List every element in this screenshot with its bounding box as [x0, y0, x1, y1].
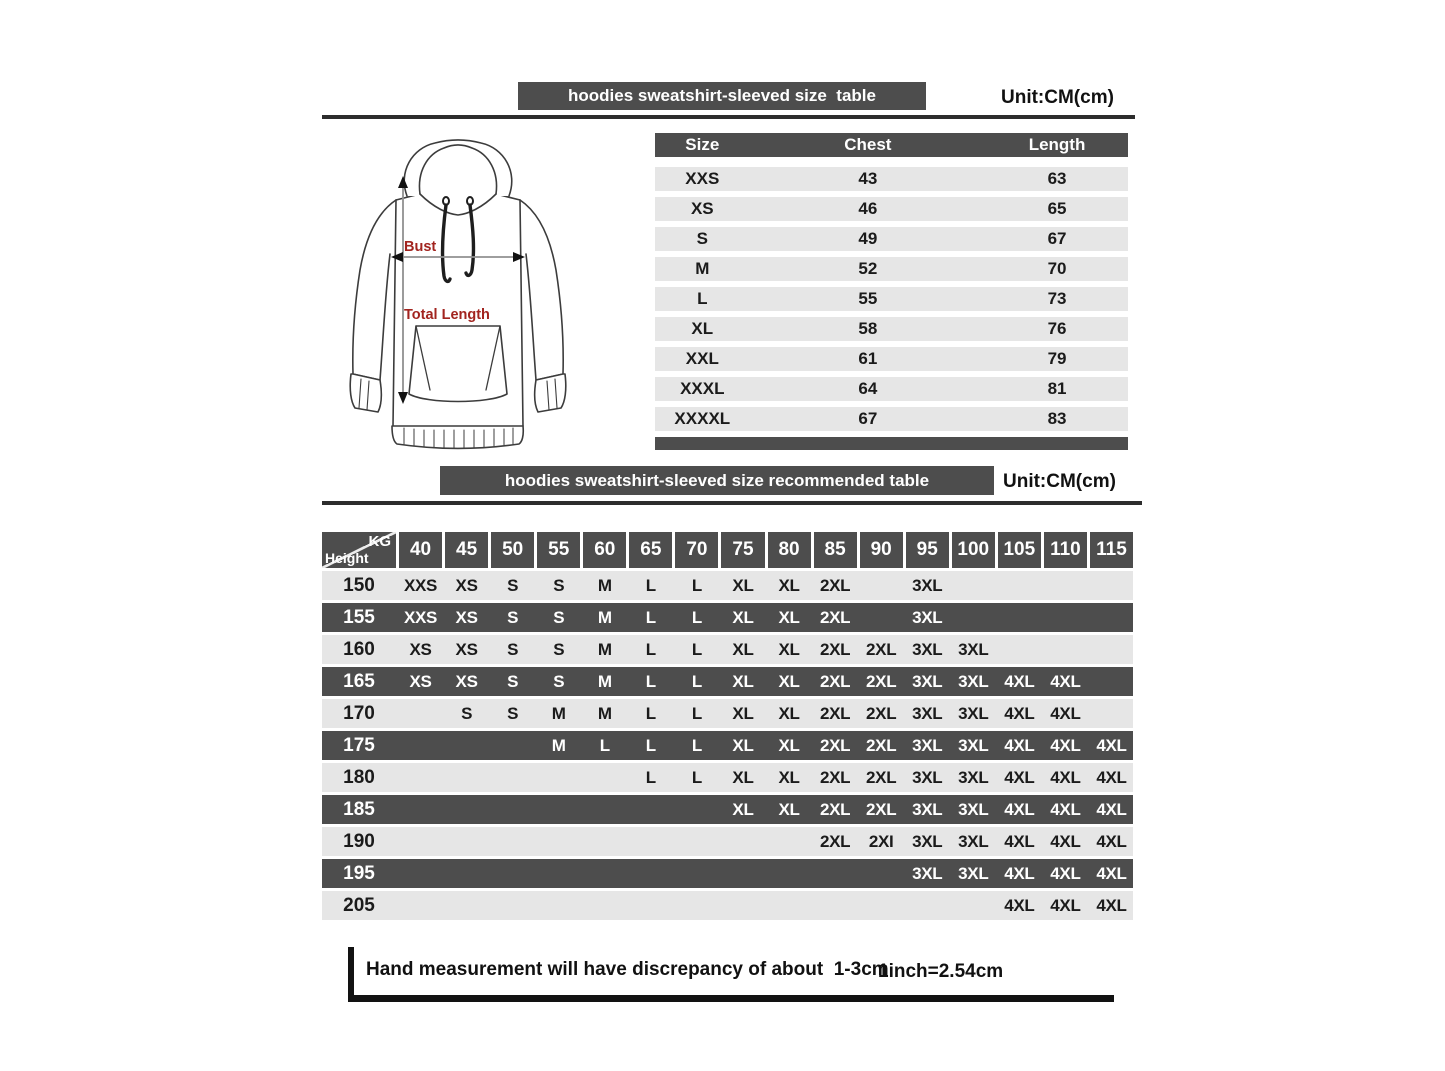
height-label-cell: 185 — [343, 798, 375, 820]
top-divider-line — [322, 115, 1135, 119]
matrix-size-cell: 4XL — [1050, 735, 1081, 755]
size-table-cell: 81 — [1047, 379, 1067, 398]
matrix-size-cell: XL — [732, 799, 754, 819]
matrix-size-cell: 3XL — [912, 799, 943, 819]
matrix-size-cell: 4XL — [1004, 799, 1035, 819]
matrix-size-cell: 3XL — [912, 607, 943, 627]
matrix-size-cell: XXS — [403, 575, 438, 595]
matrix-size-cell: 2XL — [866, 767, 897, 787]
matrix-size-cell: XS — [455, 607, 478, 627]
size-table-footer-bar — [655, 437, 1128, 450]
matrix-size-cell: L — [645, 703, 656, 723]
size-table-cell: 67 — [858, 409, 878, 428]
size-table-cell: 64 — [858, 379, 878, 398]
size-table-cell: XXXXL — [674, 409, 731, 428]
measurement-note: Hand measurement will have discrepancy of about 1-3cm — [366, 959, 889, 980]
matrix-size-cell: XS — [455, 639, 478, 659]
matrix-body — [322, 571, 1133, 920]
matrix-size-cell: L — [691, 607, 702, 627]
matrix-size-cell: 2XL — [819, 799, 851, 819]
size-table-body — [655, 167, 1128, 431]
matrix-size-cell: L — [645, 767, 656, 787]
matrix-size-cell: L — [645, 607, 656, 627]
weight-header-cell: 105 — [998, 532, 1041, 568]
matrix-size-cell: S — [507, 607, 519, 627]
matrix-size-cell: 3XL — [958, 671, 989, 691]
matrix-size-cell: 4XL — [1050, 799, 1081, 819]
matrix-row — [322, 859, 1133, 888]
matrix-size-cell: M — [597, 703, 612, 723]
matrix-row — [322, 795, 1133, 824]
weight-header-cell: 45 — [445, 532, 488, 568]
size-table-cell: XXS — [685, 169, 720, 188]
matrix-size-cell: 3XL — [958, 863, 989, 883]
matrix-size-cell: 2XL — [819, 703, 851, 723]
matrix-size-cell: 4XL — [1096, 799, 1127, 819]
size-table-cell: 76 — [1047, 319, 1067, 338]
size-table-cell: XXXL — [680, 379, 725, 398]
weight-header-cell: 60 — [583, 532, 626, 568]
size-table-row — [655, 317, 1128, 341]
matrix-size-cell: M — [551, 735, 566, 755]
height-corner-label: Height — [325, 550, 369, 566]
matrix-size-cell: 3XL — [912, 863, 943, 883]
matrix-size-cell: 3XL — [912, 671, 943, 691]
matrix-size-cell: L — [599, 735, 610, 755]
matrix-size-cell: 3XL — [958, 799, 989, 819]
weight-header-cell: 110 — [1044, 532, 1087, 568]
matrix-row — [322, 763, 1133, 792]
weight-header-cell: 95 — [906, 532, 949, 568]
height-label-cell: 175 — [343, 734, 375, 756]
size-table-cell: 79 — [1047, 349, 1067, 368]
weight-header-cell: 100 — [952, 532, 995, 568]
matrix-size-cell: M — [597, 639, 612, 659]
matrix-size-cell: 4XL — [1050, 895, 1081, 915]
matrix-row — [322, 571, 1133, 600]
size-table-cell: 43 — [858, 169, 878, 188]
matrix-size-cell: XL — [778, 607, 800, 627]
kg-corner-label: KG — [368, 533, 391, 550]
size-table-cell: 46 — [858, 199, 878, 218]
size-table-cell: 52 — [858, 259, 878, 278]
size-table-cell: 49 — [858, 229, 878, 248]
matrix-size-cell: 4XL — [1004, 863, 1035, 883]
matrix-size-cell: 4XL — [1096, 735, 1127, 755]
matrix-size-cell: 3XL — [958, 703, 989, 723]
size-table-row — [655, 167, 1128, 191]
size-table-cell: 73 — [1047, 289, 1067, 308]
matrix-size-cell: S — [553, 607, 565, 627]
size-table-title: hoodies sweatshirt-sleeved size table — [567, 86, 876, 105]
matrix-size-cell: 2XL — [866, 735, 897, 755]
height-label-cell: 195 — [343, 862, 375, 884]
matrix-size-cell: 4XL — [1050, 767, 1081, 787]
weight-header-cell: 75 — [721, 532, 764, 568]
matrix-size-cell: 4XL — [1050, 703, 1081, 723]
matrix-size-cell: S — [507, 639, 519, 659]
matrix-size-cell: 2XL — [819, 607, 851, 627]
weight-header-cell: 40 — [399, 532, 442, 568]
matrix-size-cell: L — [645, 735, 656, 755]
matrix-size-cell: 3XL — [958, 735, 989, 755]
matrix-row — [322, 603, 1133, 632]
weight-header-cell: 70 — [675, 532, 718, 568]
weight-header-cell: 85 — [814, 532, 857, 568]
matrix-size-cell: 3XL — [912, 575, 943, 595]
matrix-size-cell: 4XL — [1004, 703, 1035, 723]
matrix-size-cell: 4XL — [1096, 831, 1127, 851]
recommend-table-title: hoodies sweatshirt-sleeved size recommended table — [504, 470, 930, 490]
matrix-row — [322, 667, 1133, 696]
size-table-row — [655, 257, 1128, 281]
size-table-row — [655, 347, 1128, 371]
matrix-size-cell: S — [553, 575, 565, 595]
size-table-cell: 58 — [858, 319, 878, 338]
size-table-row — [655, 407, 1128, 431]
weight-header-cell: 65 — [629, 532, 672, 568]
size-table-cell: XL — [691, 319, 714, 338]
matrix-size-cell: 2XL — [819, 639, 851, 659]
matrix-size-cell: XL — [778, 703, 800, 723]
matrix-size-cell: M — [551, 703, 566, 723]
matrix-size-cell: XL — [732, 767, 754, 787]
matrix-size-cell: S — [507, 671, 519, 691]
matrix-size-cell: M — [597, 575, 612, 595]
size-table-title-bar — [518, 82, 926, 110]
matrix-size-cell: L — [691, 639, 702, 659]
weight-header-cell: 115 — [1090, 532, 1133, 568]
matrix-size-cell: 2XI — [868, 831, 894, 851]
size-table-cell: 67 — [1047, 229, 1067, 248]
matrix-size-cell: S — [553, 639, 565, 659]
matrix-size-cell: M — [597, 671, 612, 691]
matrix-size-cell: XL — [778, 735, 800, 755]
matrix-size-cell: XL — [732, 735, 754, 755]
weight-header-cell: 55 — [537, 532, 580, 568]
hoodie-line-art — [332, 136, 600, 460]
matrix-size-cell: 3XL — [958, 639, 989, 659]
matrix-size-cell: L — [691, 703, 702, 723]
size-table-cell: 70 — [1047, 259, 1067, 278]
matrix-size-cell: 4XL — [1004, 671, 1035, 691]
size-table-cell: 55 — [858, 289, 878, 308]
size-table-row — [655, 227, 1128, 251]
matrix-header-row — [322, 532, 1133, 568]
matrix-size-cell: 2XL — [866, 671, 897, 691]
size-table-header-row — [655, 133, 1128, 157]
size-table-unit: Unit:CM(cm) — [1001, 87, 1114, 108]
matrix-size-cell: 2XL — [866, 639, 897, 659]
matrix-size-cell: XS — [455, 671, 478, 691]
matrix-size-cell: 3XL — [912, 703, 943, 723]
matrix-size-cell: L — [691, 767, 702, 787]
matrix-size-cell: 4XL — [1096, 863, 1127, 883]
size-table-cell: 83 — [1047, 409, 1067, 428]
matrix-size-cell: XS — [409, 671, 432, 691]
matrix-row — [322, 827, 1133, 856]
size-table-cell: XS — [690, 199, 714, 218]
matrix-size-cell: S — [507, 575, 519, 595]
matrix-size-cell: XL — [732, 575, 754, 595]
height-label-cell: 150 — [343, 574, 375, 596]
matrix-size-cell: 4XL — [1050, 863, 1081, 883]
matrix-size-cell: XL — [778, 639, 800, 659]
size-table-row — [655, 287, 1128, 311]
matrix-size-cell: XS — [455, 575, 478, 595]
matrix-size-cell: XL — [732, 639, 754, 659]
weight-header-cell: 80 — [768, 532, 811, 568]
matrix-size-cell: 4XL — [1004, 767, 1035, 787]
size-table-cell: XXL — [685, 349, 719, 368]
height-label-cell: 170 — [343, 702, 375, 724]
chest-column-header: Chest — [844, 135, 892, 154]
matrix-size-cell: 4XL — [1004, 831, 1035, 851]
height-label-cell: 190 — [343, 830, 375, 852]
size-table-row — [655, 377, 1128, 401]
matrix-size-cell: S — [461, 703, 473, 723]
matrix-row — [322, 699, 1133, 728]
matrix-size-cell: XS — [409, 639, 432, 659]
height-label-cell: 180 — [343, 766, 375, 788]
inch-conversion-note: 1inch=2.54cm — [878, 961, 1004, 982]
size-table-cell: 61 — [858, 349, 878, 368]
matrix-size-cell: 3XL — [912, 767, 943, 787]
hoodie-diagram — [332, 136, 600, 460]
size-table-row — [655, 197, 1128, 221]
matrix-size-cell: L — [645, 671, 656, 691]
matrix-size-cell: XL — [732, 671, 754, 691]
kg-height-corner-cell — [322, 532, 396, 568]
matrix-size-cell: XL — [778, 799, 800, 819]
matrix-size-cell: 3XL — [912, 831, 943, 851]
matrix-size-cell: 2XL — [819, 735, 851, 755]
size-column-header: Size — [685, 135, 720, 154]
matrix-size-cell: XL — [778, 671, 800, 691]
matrix-size-cell: XL — [732, 607, 754, 627]
length-column-header: Length — [1028, 135, 1086, 154]
matrix-size-cell: L — [691, 575, 702, 595]
matrix-size-cell: XL — [732, 703, 754, 723]
size-table-cell: M — [695, 259, 710, 278]
size-table — [655, 133, 1128, 450]
matrix-size-cell: 3XL — [958, 767, 989, 787]
matrix-size-cell: L — [691, 735, 702, 755]
matrix-size-cell: L — [645, 639, 656, 659]
height-label-cell: 165 — [343, 670, 375, 692]
recommend-table-title-bar — [440, 466, 994, 495]
matrix-size-cell: 3XL — [912, 639, 943, 659]
recommend-matrix-table — [322, 532, 1133, 920]
matrix-size-cell: 2XL — [819, 767, 851, 787]
height-label-cell: 155 — [343, 606, 375, 628]
matrix-size-cell: XL — [778, 767, 800, 787]
height-label-cell: 160 — [343, 638, 375, 660]
recommend-table-unit: Unit:CM(cm) — [1003, 471, 1116, 492]
matrix-row — [322, 731, 1133, 760]
matrix-size-cell: 2XL — [819, 575, 851, 595]
matrix-size-cell: S — [507, 703, 519, 723]
matrix-size-cell: 2XL — [866, 703, 897, 723]
matrix-size-cell: 4XL — [1050, 831, 1081, 851]
matrix-size-cell: 4XL — [1096, 767, 1127, 787]
matrix-size-cell: L — [645, 575, 656, 595]
matrix-size-cell: 4XL — [1004, 895, 1035, 915]
matrix-row — [322, 891, 1133, 920]
weight-header-cell: 50 — [491, 532, 534, 568]
matrix-size-cell: 3XL — [958, 831, 989, 851]
matrix-size-cell: 2XL — [819, 671, 851, 691]
matrix-size-cell: M — [597, 607, 612, 627]
weight-header-cell: 90 — [860, 532, 903, 568]
size-table-cell: S — [696, 229, 708, 248]
matrix-size-cell: 4XL — [1050, 671, 1081, 691]
matrix-size-cell: 4XL — [1004, 735, 1035, 755]
size-table-cell: L — [697, 289, 708, 308]
middle-divider-line — [322, 501, 1142, 505]
matrix-size-cell: 2XL — [866, 799, 897, 819]
total-length-label: Total Length — [404, 307, 490, 323]
matrix-size-cell: 3XL — [912, 735, 943, 755]
matrix-row — [322, 635, 1133, 664]
matrix-size-cell: 2XL — [819, 831, 851, 851]
size-table-cell: 63 — [1047, 169, 1067, 188]
matrix-size-cell: XXS — [403, 607, 438, 627]
size-table-cell: 65 — [1047, 199, 1067, 218]
bust-label: Bust — [404, 239, 437, 255]
matrix-size-cell: 4XL — [1096, 895, 1127, 915]
matrix-size-cell: L — [691, 671, 702, 691]
height-label-cell: 205 — [343, 894, 375, 916]
matrix-size-cell: XL — [778, 575, 800, 595]
matrix-size-cell: S — [553, 671, 565, 691]
